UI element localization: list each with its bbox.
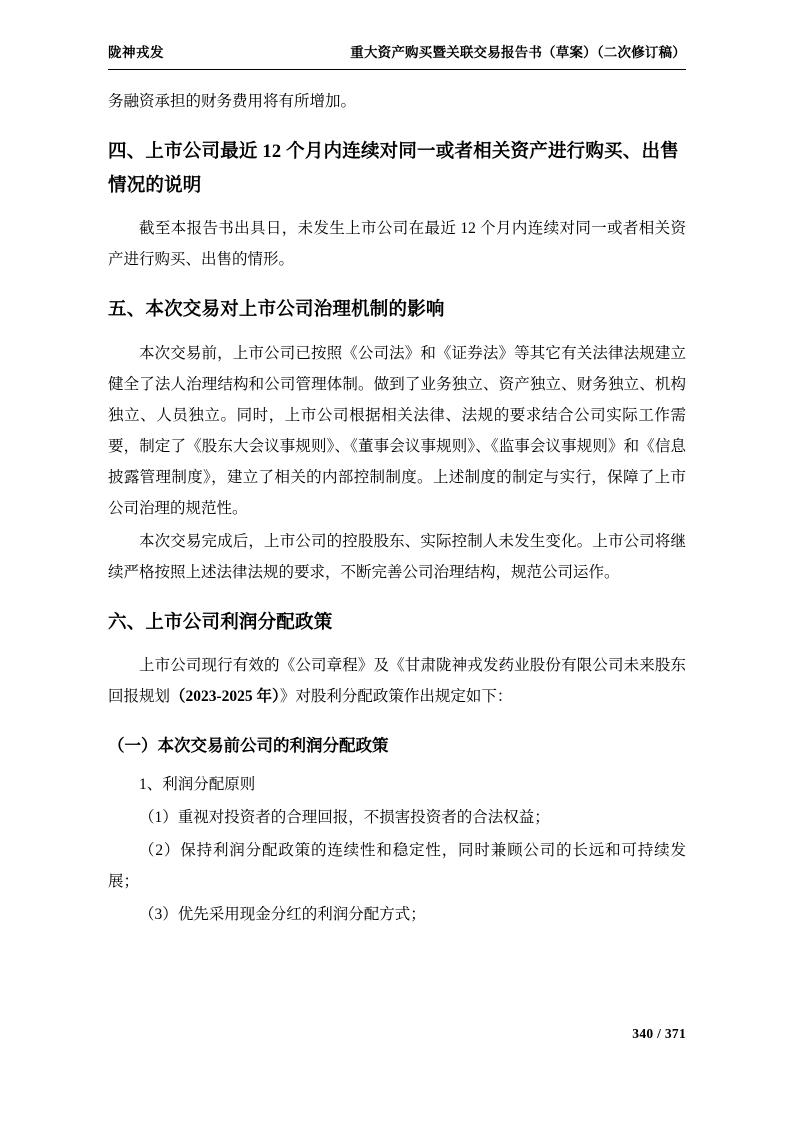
section-four-paragraph: 截至本报告书出具日，未发生上市公司在最近 12 个月内连续对同一或者相关资产进行购买、出售的情形。 [108, 220, 686, 269]
list-item-1: 1、利润分配原则 [139, 776, 256, 794]
section-six-text-bold: （2023-2025 年） [170, 687, 280, 705]
section-heading-five: 五、本次交易对上市公司治理机制的影响 [108, 300, 445, 321]
page-header [108, 44, 686, 70]
section-six-text-pre: 上市公司现行有效的《公司章程》及《甘肃陇神戎发药业股份有限公司未来股东回报规划 [108, 656, 686, 705]
section-six-paragraph [108, 650, 686, 712]
carryover-paragraph: 务融资承担的财务费用将有所增加。 [108, 92, 357, 110]
list-item-1-1: （1）重视对投资者的合理回报，不损害投资者的合法权益； [139, 809, 550, 827]
section-heading-six: 六、上市公司利润分配政策 [108, 612, 333, 633]
section-five-paragraph-1: 本次交易前，上市公司已按照《公司法》和《证券法》等其它有关法律法规建立健全了法人治理结构和公司管理体制。做到了业务独立、资产独立、财务独立、机构独立、人员独立。同时，上市公司根据相关法律、法规的要求结合公司实际工作需要，制定了《股东大会议事规则》、《董事会议事规则》、《监事会议事规则》和《信息披露管理制度》，建立了相关的内部控制制度。上述制度的制定与实行，保障了上市公司治理的规范性。 [108, 344, 686, 517]
section-heading-four: 四、上市公司最近 12 个月内连续对同一或者相关资产进行购买、出售情况的说明 [108, 141, 679, 197]
header-company-name: 陇神戎发 [108, 45, 164, 60]
page-number: 340 / 371 [632, 1026, 686, 1041]
page-content [108, 44, 686, 932]
section-five-paragraph-2: 本次交易完成后，上市公司的控股股东、实际控制人未发生变化。上市公司将继续严格按照上述法律法规的要求，不断完善公司治理结构，规范公司运作。 [108, 532, 686, 581]
document-body [108, 86, 686, 930]
header-document-title: 重大资产购买暨关联交易报告书（草案）（二次修订稿） [350, 45, 686, 60]
list-item-1-2: （2）保持利润分配政策的连续性和稳定性，同时兼顾公司的长远和可持续发展； [108, 842, 686, 891]
subsection-heading-one: （一）本次交易前公司的利润分配政策 [108, 735, 389, 755]
list-item-1-3: （3）优先采用现金分红的利润分配方式； [139, 906, 426, 924]
section-six-text-post: 》对股利分配政策作出规定如下： [279, 687, 513, 705]
